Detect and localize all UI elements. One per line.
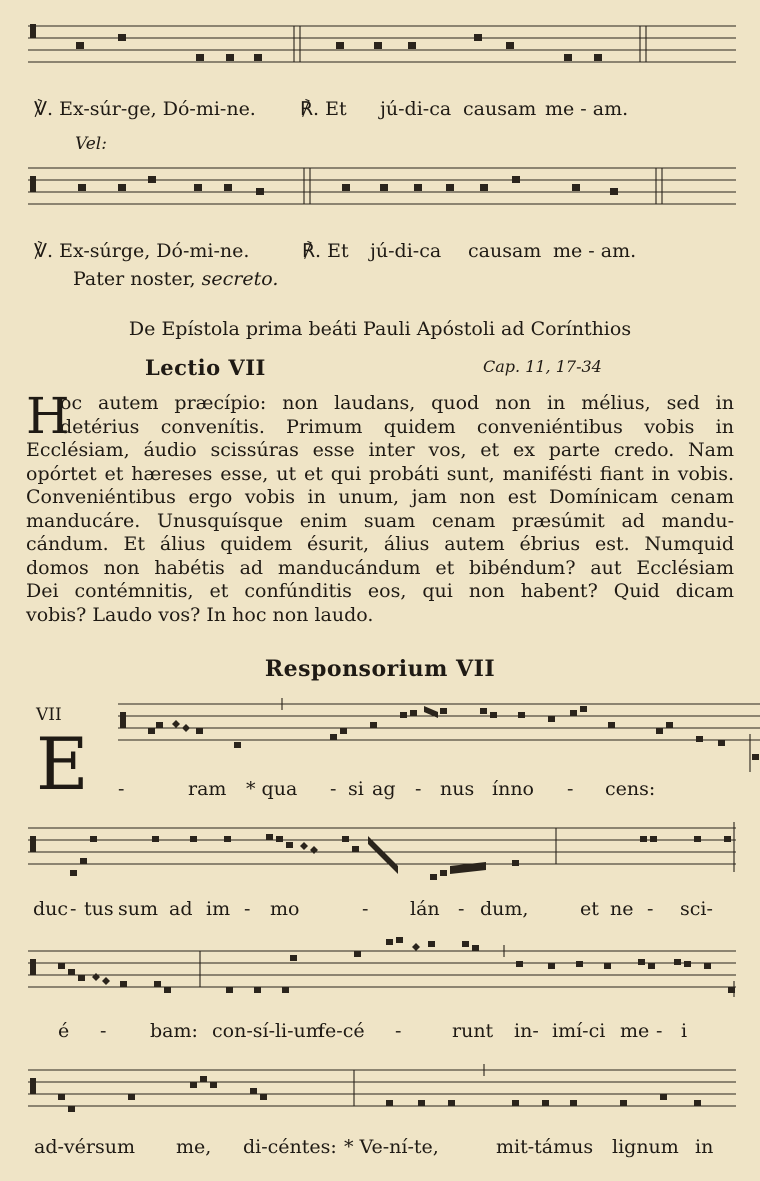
lectio-line: oc autem præcípio: non laudans, quod non in mélius, sed in [60, 392, 734, 414]
lectio-initial: H [26, 387, 70, 445]
chant-staff-4 [28, 822, 736, 870]
lectio-title: Lectio VII [145, 355, 266, 380]
versicle-2-text: ℣. Ex-súrge, Dó-mi-ne. ℟. Et jú-di-ca causam me - am. [34, 240, 637, 262]
chapter-reference: Cap. 11, 17-34 [483, 357, 602, 376]
lectio-line: domos non habétis ad manducándum et bibéndum? aut Ecclésiam [26, 556, 734, 579]
lectio-line: detérius convenítis. Primum quidem conveniéntibus vobis in [60, 415, 734, 438]
versicle-1-text: ℣. Ex-súr-ge, Dó-mi-ne. ℟. Et jú-di-ca causam me - am. [34, 98, 629, 120]
epistle-heading: De Epístola prima beáti Pauli Apóstoli ad Corínthios [128, 318, 632, 340]
lectio-line: manducáre. Unusquísque enim suam cenam præsúmit ad mandu- [26, 509, 734, 532]
chant-staff-1 [28, 20, 736, 68]
responsorium-line-2: duc - tus sum ad im - mo - lán - dum, et ne - sci- [33, 898, 713, 920]
chant-staff-3 [88, 698, 736, 746]
chant-staff-6 [28, 1064, 736, 1112]
lectio-line: cándum. Et álius quidem ésurit, álius autem ébrius est. Numquid [26, 533, 734, 555]
responsorium-line-3: é - bam: con-sí-li-um fe-cé - runt in- imí-ci me - i [58, 1020, 688, 1042]
chant-staff-2 [28, 162, 736, 210]
pater-noster: Pater noster, secreto. [73, 268, 279, 290]
lectio-line: vobis? Laudo vos? In hoc non laudo. [26, 603, 374, 626]
responsorium-line-1: - ram * qua - si ag - nus ínno - cens: [118, 778, 656, 800]
lectio-body [26, 387, 734, 627]
vel-label: Vel: [75, 134, 107, 154]
lectio-line: Dei contémnitis, et confúnditis eos, qui non habent? Quid dicam [26, 580, 734, 602]
mode-number: VII [36, 705, 62, 725]
lectio-line: Conveniéntibus ergo vobis in unum, jam non est Domínicam cenam [26, 486, 734, 508]
responsorium-line-4: ad-vérsum me, di-céntes: * Ve-ní-te, mit-támus lignum in [34, 1136, 714, 1158]
responsorium-title: Responsorium VII [264, 656, 496, 682]
lectio-line: Ecclésiam, áudio scissúras esse inter vos, et ex parte credo. Nam [26, 439, 734, 461]
responsorium-initial: E [36, 722, 89, 806]
chant-staff-5 [28, 945, 736, 993]
lectio-line: opórtet et hæreses esse, ut et qui probáti sunt, manifésti fiant in vobis. [26, 462, 734, 485]
